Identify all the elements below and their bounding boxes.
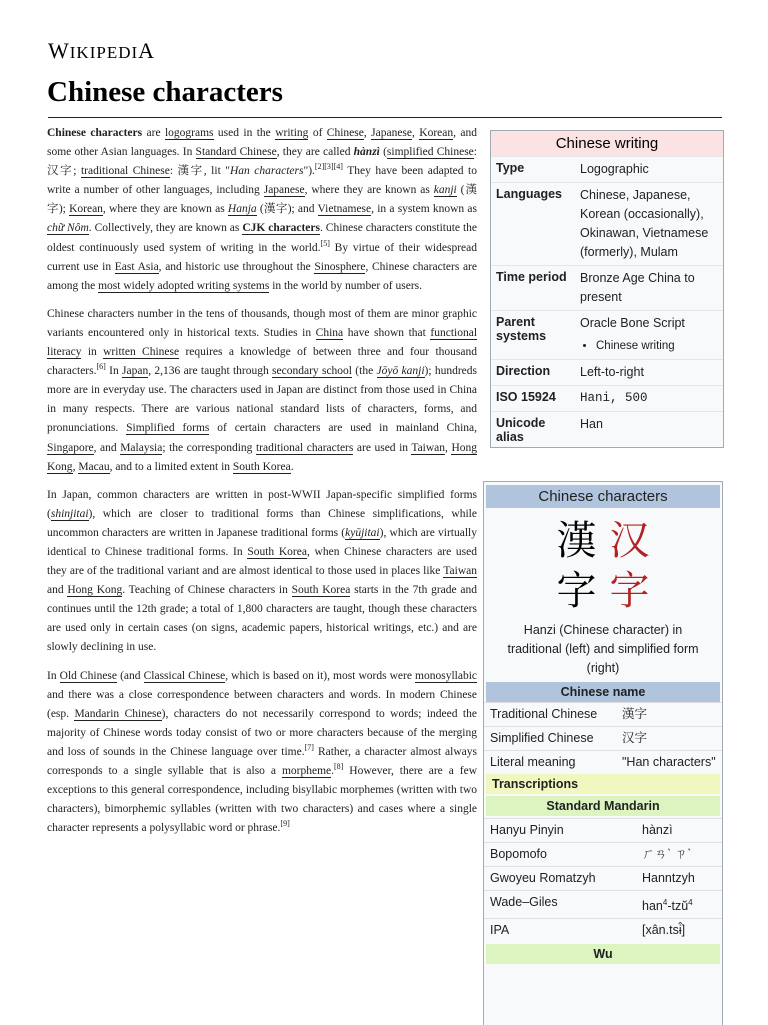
infobox-value: hànzì (636, 819, 722, 843)
infobox-row (491, 386, 723, 412)
hanzi-image (484, 516, 722, 616)
link[interactable]: Korean (419, 127, 454, 139)
infobox-key: Traditional Chinese (484, 703, 616, 727)
infobox-row (484, 919, 722, 943)
infobox-value: Left-to-right (575, 360, 723, 386)
link[interactable]: simplified Chinese (386, 146, 474, 159)
reference[interactable]: [6] (96, 362, 106, 372)
link[interactable]: East Asia (114, 260, 159, 273)
infobox-key: Type (491, 157, 575, 183)
link[interactable]: most widely adopted writing systems (98, 279, 270, 292)
link[interactable]: Japanese (371, 127, 413, 139)
link[interactable]: Hong Kong (47, 441, 477, 473)
infobox-value: Han (575, 412, 723, 448)
infobox-value: [xân.tsɨ̂] (636, 919, 722, 943)
infobox-value: 汉字 (616, 727, 722, 751)
infobox-row (491, 412, 723, 448)
traditional-character: 漢 (556, 518, 597, 564)
link[interactable]: kanji (433, 184, 457, 197)
paragraph-2: Chinese characters number in the tens of thousands, though most of them are minor graphic variants encountered only in historical texts. Studies in China have shown that functional literacy in written Chinese requires a knowledge of between three and four thousand characters.[6] In Japan, 2,136 are taught through secondary school (the Jōyō kanji); hundreds more are in everyday use. The characters used in Japan are distinct from those used in China in many respects. There are various national standard lists of characters, forms, and pronunciations. Simplified forms of certain characters are used in mainland China, Singapore, and Malaysia; the corresponding traditional characters are used in Taiwan, Hong Kong, Macau, and to a limited extent in South Korea. (47, 307, 478, 473)
link[interactable]: functional literacy (47, 326, 478, 359)
link[interactable]: monosyllabic (415, 669, 478, 682)
infobox-key: Languages (491, 183, 575, 266)
chinese-name-table (484, 702, 722, 774)
link[interactable]: written Chinese (103, 346, 180, 359)
simplified-character: 字 (609, 568, 650, 614)
infobox-row (491, 360, 723, 386)
infobox-row (491, 311, 723, 360)
infobox-value: ㄏㄢˋ ㄗˋ (636, 843, 722, 867)
reference[interactable]: [2][3][4] (314, 162, 343, 172)
child-systems-list (580, 337, 718, 356)
link[interactable]: writing (275, 127, 309, 139)
infobox-row (484, 843, 722, 867)
reference[interactable]: [9] (280, 819, 290, 829)
infobox-row (484, 867, 722, 891)
image-caption: Hanzi (Chinese character) in traditional (left) and simplified form (right) (507, 623, 699, 675)
section-header-transcriptions[interactable]: Transcriptions (486, 774, 720, 794)
term-hanzi: hànzì (353, 146, 380, 159)
link[interactable]: Simplified forms (126, 422, 210, 435)
list-item: • Chinese writing (596, 337, 718, 356)
link[interactable]: chữ Nôm (47, 222, 89, 235)
link[interactable]: Sinosphere (314, 260, 366, 273)
link[interactable]: Japanese (263, 184, 305, 197)
paragraph-4: In Old Chinese (and Classical Chinese, which is based on it), most words were monosyllabic and there was a close correspondence between characters and words. In modern Chinese (esp. Mandarin Chinese), characters do not necessarily correspond to words; indeed the majority of Chinese words today consist of two or more characters because of the merging and loss of sounds in the Chinese language over time.[7] Rather, a character almost always corresponds to a single syllable that is also a morpheme.[8] However, there are a few exceptions to this general correspondence, including bisyllabic morphemes (written with two characters), bimorphemic syllables (written with two characters) and cases where a single character represents a polysyllabic word or phrase.[9] (47, 669, 478, 835)
term-bold: Chinese characters (47, 127, 143, 139)
page-title: Chinese characters (47, 76, 283, 108)
infobox-title: Chinese characters (486, 485, 720, 508)
logo-last-letter: A (138, 38, 156, 63)
subsection-wu: Wu (486, 944, 720, 964)
infobox-row (484, 727, 722, 751)
link[interactable]: morpheme (281, 765, 332, 777)
infobox-row (484, 703, 722, 727)
infobox-key: ISO 15924 (491, 386, 575, 412)
link[interactable]: China (315, 326, 344, 339)
section-header-chinese-name: Chinese name (486, 682, 720, 702)
wikipedia-logo[interactable] (48, 38, 155, 64)
infobox-value: Hanntzyh (636, 867, 722, 891)
infobox-value: 漢字 (616, 703, 722, 727)
article-body (47, 124, 477, 847)
link[interactable]: Malaysia (120, 441, 163, 454)
infobox-key[interactable]: IPA (484, 919, 636, 943)
reference[interactable]: [5] (320, 238, 330, 248)
link[interactable]: kyūjitai (345, 526, 380, 539)
infobox-table (491, 156, 723, 447)
link[interactable]: Taiwan (443, 565, 477, 578)
logo-middle-letters: IKIPEDI (69, 43, 139, 62)
infobox-row (491, 157, 723, 183)
link[interactable]: Jōyō kanji (376, 365, 425, 378)
simplified-character: 汉 (609, 518, 650, 564)
infobox-value: han$^4$-tzŭ$^4$ (636, 891, 722, 919)
reference[interactable]: [8] (334, 762, 344, 772)
link[interactable]: Singapore (47, 441, 94, 454)
infobox-key: Unicode alias (491, 412, 575, 448)
link[interactable]: shinjitai (50, 507, 89, 520)
infobox-row (491, 183, 723, 266)
infobox-value: Hani, 500 (575, 386, 723, 412)
link[interactable]: Hong Kong (67, 584, 123, 597)
link[interactable]: Standard Chinese (195, 146, 277, 159)
link[interactable]: South Korea (232, 460, 291, 473)
link[interactable]: Taiwan (411, 441, 446, 454)
infobox-key[interactable]: Gwoyeu Romatzyh (484, 867, 636, 891)
mandarin-table (484, 818, 722, 942)
title-divider (48, 117, 722, 118)
infobox-chinese-characters (483, 481, 723, 1025)
link[interactable]: Korean (69, 203, 103, 216)
infobox-row (484, 819, 722, 843)
paragraph-1: Chinese characters are logograms used in the writing of Chinese, Japanese, Korean, and some other Asian languages. In Standard Chinese, they are called hànzì (simplified Chinese: 汉字; traditional Chinese: 漢字, lit "Han characters").[2][3][4] They have been adapted to write a number of other languages, including Japanese, where they are known as kanji (漢字); Korean, where they are known as Hanja (漢字); and Vietnamese, in a system known as chữ Nôm. Collectively, they are known as CJK characters. Chinese characters constitute the oldest continuously used system of writing in the world.[5] By virtue of their widespread current use in East Asia, and historic use throughout the Sinosphere, Chinese characters are among the most widely adopted writing systems in the world by number of users. (47, 127, 478, 292)
link[interactable]: Classical Chinese (143, 669, 226, 682)
infobox-key: Simplified Chinese (484, 727, 616, 751)
infobox-key: Direction (491, 360, 575, 386)
link[interactable]: Vietnamese (317, 203, 372, 216)
link[interactable]: Hanja (227, 203, 257, 216)
link[interactable]: South Korea (291, 584, 351, 597)
link[interactable]: Chinese (326, 127, 364, 139)
infobox-value: Bronze Age China to present (575, 266, 723, 311)
link[interactable]: Old Chinese (59, 669, 118, 682)
link[interactable]: Macau (78, 460, 110, 473)
infobox-value: "Han characters" (616, 751, 722, 775)
infobox-key: Literal meaning (484, 751, 616, 775)
link[interactable]: South Korea (247, 545, 307, 558)
logo-first-letter: W (48, 38, 70, 63)
paragraph-3: In Japan, common characters are written in post-WWII Japan-specific simplified forms (shinjitai), which are closer to traditional forms than Chinese simplifications, while uncommon characters are written in Japanese traditional forms (kyūjitai), which are virtually identical to Chinese traditional forms. In South Korea, when Chinese characters are used they are of the traditional variant and are almost identical to those used in places like Taiwan and Hong Kong. Teaching of Chinese characters in South Korea starts in the 7th grade and continues until the 12th grade; a total of 1,800 characters are taught, though these characters are used only in certain cases (on signs, academic papers, historical writings, etc.) and are slowly declining in use. (47, 488, 478, 654)
infobox-row (484, 751, 722, 775)
infobox-chinese-writing (490, 130, 724, 448)
link[interactable]: Japan (122, 365, 149, 378)
link[interactable]: logograms (164, 127, 214, 139)
infobox-row (484, 891, 722, 919)
link[interactable]: traditional Chinese (80, 165, 170, 178)
infobox-value: Chinese, Japanese, Korean (occasionally), Okinawan, Vietnamese (formerly), Mulam (575, 183, 723, 266)
infobox-key: Parent systems (491, 311, 575, 360)
infobox-key[interactable]: Wade–Giles (484, 891, 636, 919)
link[interactable]: CJK characters (242, 222, 320, 235)
link[interactable]: secondary school (272, 365, 352, 378)
infobox-row (491, 266, 723, 311)
infobox-title: Chinese writing (491, 131, 723, 156)
traditional-character: 字 (556, 568, 597, 614)
infobox-value: Oracle Bone Script • Chinese writing (575, 311, 723, 360)
infobox-value: Logographic (575, 157, 723, 183)
link[interactable]: Mandarin Chinese (74, 707, 162, 720)
infobox-key[interactable]: Bopomofo (484, 843, 636, 867)
infobox-key: Time period (491, 266, 575, 311)
link[interactable]: traditional characters (255, 441, 354, 454)
subsection-standard-mandarin: Standard Mandarin (486, 796, 720, 816)
infobox-key[interactable]: Hanyu Pinyin (484, 819, 636, 843)
reference[interactable]: [7] (304, 743, 314, 753)
